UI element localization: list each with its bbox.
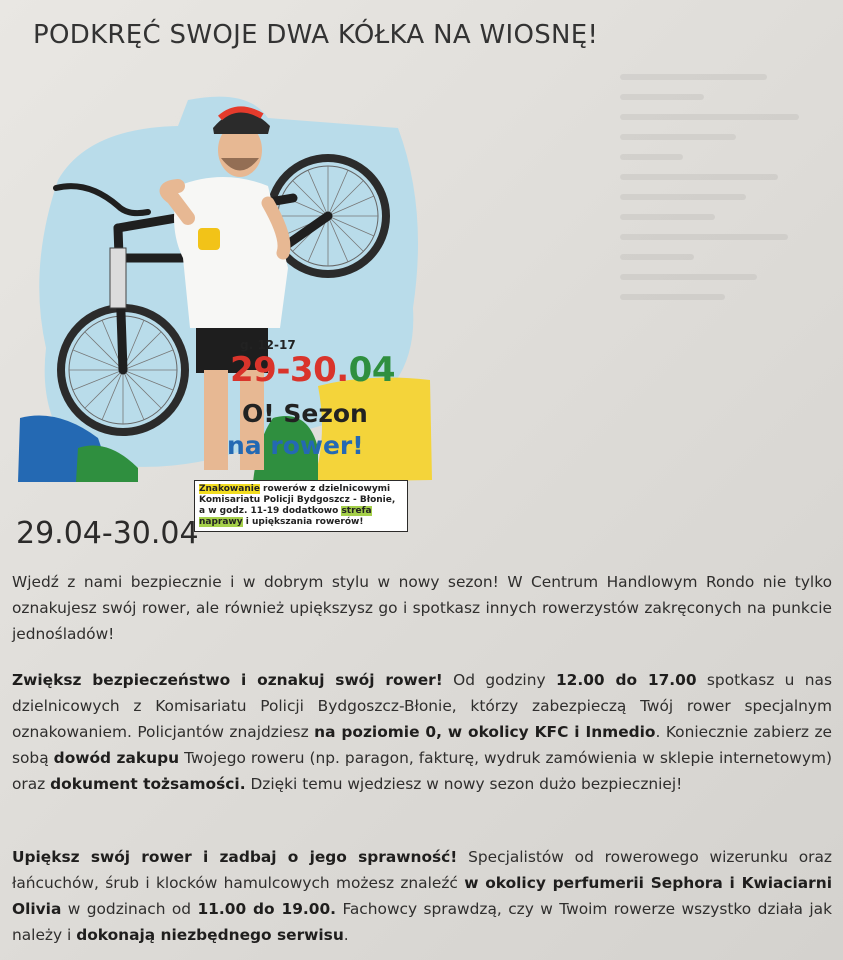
- bleed-through-marks: [620, 60, 830, 420]
- promo-poster: [18, 88, 438, 527]
- service-paragraph: [12, 844, 832, 948]
- text-run: . Koniecznie zabierz ze sobą: [12, 723, 833, 767]
- promo-box-text: rowerów z dzielnicowymi Komisariatu Policji Bydgoszcz - Błonie, a w godz. 11-19 dodatkowo: [199, 484, 396, 516]
- cyclist-illustration: [18, 88, 438, 486]
- bold-text-run: dokonają niezbędnego serwisu: [76, 926, 344, 944]
- promo-dates-month: 04: [348, 350, 395, 390]
- promo-dates-day: 29-30.: [230, 350, 349, 390]
- event-date-heading: 29.04-30.04: [16, 516, 199, 551]
- text-run: .: [343, 926, 349, 944]
- bold-text-run: Zwiększ bezpieczeństwo i oznakuj swój rower!: [12, 671, 443, 689]
- bold-text-run: w okolicy perfumerii Sephora i Kwiaciarni Olivia: [12, 874, 832, 918]
- text-run: Dzięki temu wjedziesz w nowy sezon dużo bezpieczniej!: [245, 775, 683, 793]
- bold-text-run: 11.00 do 19.00.: [197, 900, 337, 918]
- text-run: Twojego roweru (np. paragon, fakturę, wydruk zamówienia w sklepie internetowym) oraz: [12, 749, 832, 793]
- promo-box-highlight: Znakowanie: [199, 484, 260, 494]
- bold-text-run: 12.00 do 17.00: [555, 671, 697, 689]
- text-run: w godzinach od: [61, 900, 198, 918]
- text-run: Specjalistów od rowerowego wizerunku oraz łańcuchów, śrub i klocków hamulcowych możesz znaleźć: [12, 848, 832, 892]
- promo-box-highlight: strefa naprawy: [199, 506, 372, 527]
- safety-paragraph: [12, 667, 832, 797]
- intro-paragraph: Wjedź z nami bezpiecznie i w dobrym stylu w nowy sezon! W Centrum Handlowym Rondo nie tylko oznakujesz swój rower, ale również upiększysz go i spotkasz innych rowerzystów zakręconych na punkcie jednośladów!: [12, 573, 832, 643]
- promo-hours: g. 12-17: [240, 338, 296, 352]
- promo-info-box: [194, 480, 408, 532]
- bold-text-run: na poziomie 0, w okolicy KFC i Inmedio: [314, 723, 656, 741]
- text-run: Fachowcy sprawdzą, czy w Twoim rowerze wszystko działa jak należy i: [12, 900, 832, 944]
- promo-dates: [230, 350, 395, 390]
- bold-text-run: dokument tożsamości.: [50, 775, 246, 793]
- page-headline: PODKRĘĆ SWOJE DWA KÓŁKA NA WIOSNĘ!: [33, 20, 599, 50]
- bold-text-run: Upiększ swój rower i zadbaj o jego sprawność!: [12, 848, 458, 866]
- bold-text-run: dowód zakupu: [53, 749, 180, 767]
- promo-title-line1: O! Sezon: [242, 399, 368, 428]
- promo-box-text: i upiększania rowerów!: [242, 517, 364, 527]
- text-run: spotkasz u nas dzielnicowych z Komisariatu Policji Bydgoszcz-Błonie, którzy zabezpieczą Twój rower specjalnym oznakowaniem. Policjantów znajdziesz: [12, 671, 832, 741]
- promo-title-line2: na rower!: [227, 431, 364, 460]
- text-run: Od godziny: [442, 671, 556, 689]
